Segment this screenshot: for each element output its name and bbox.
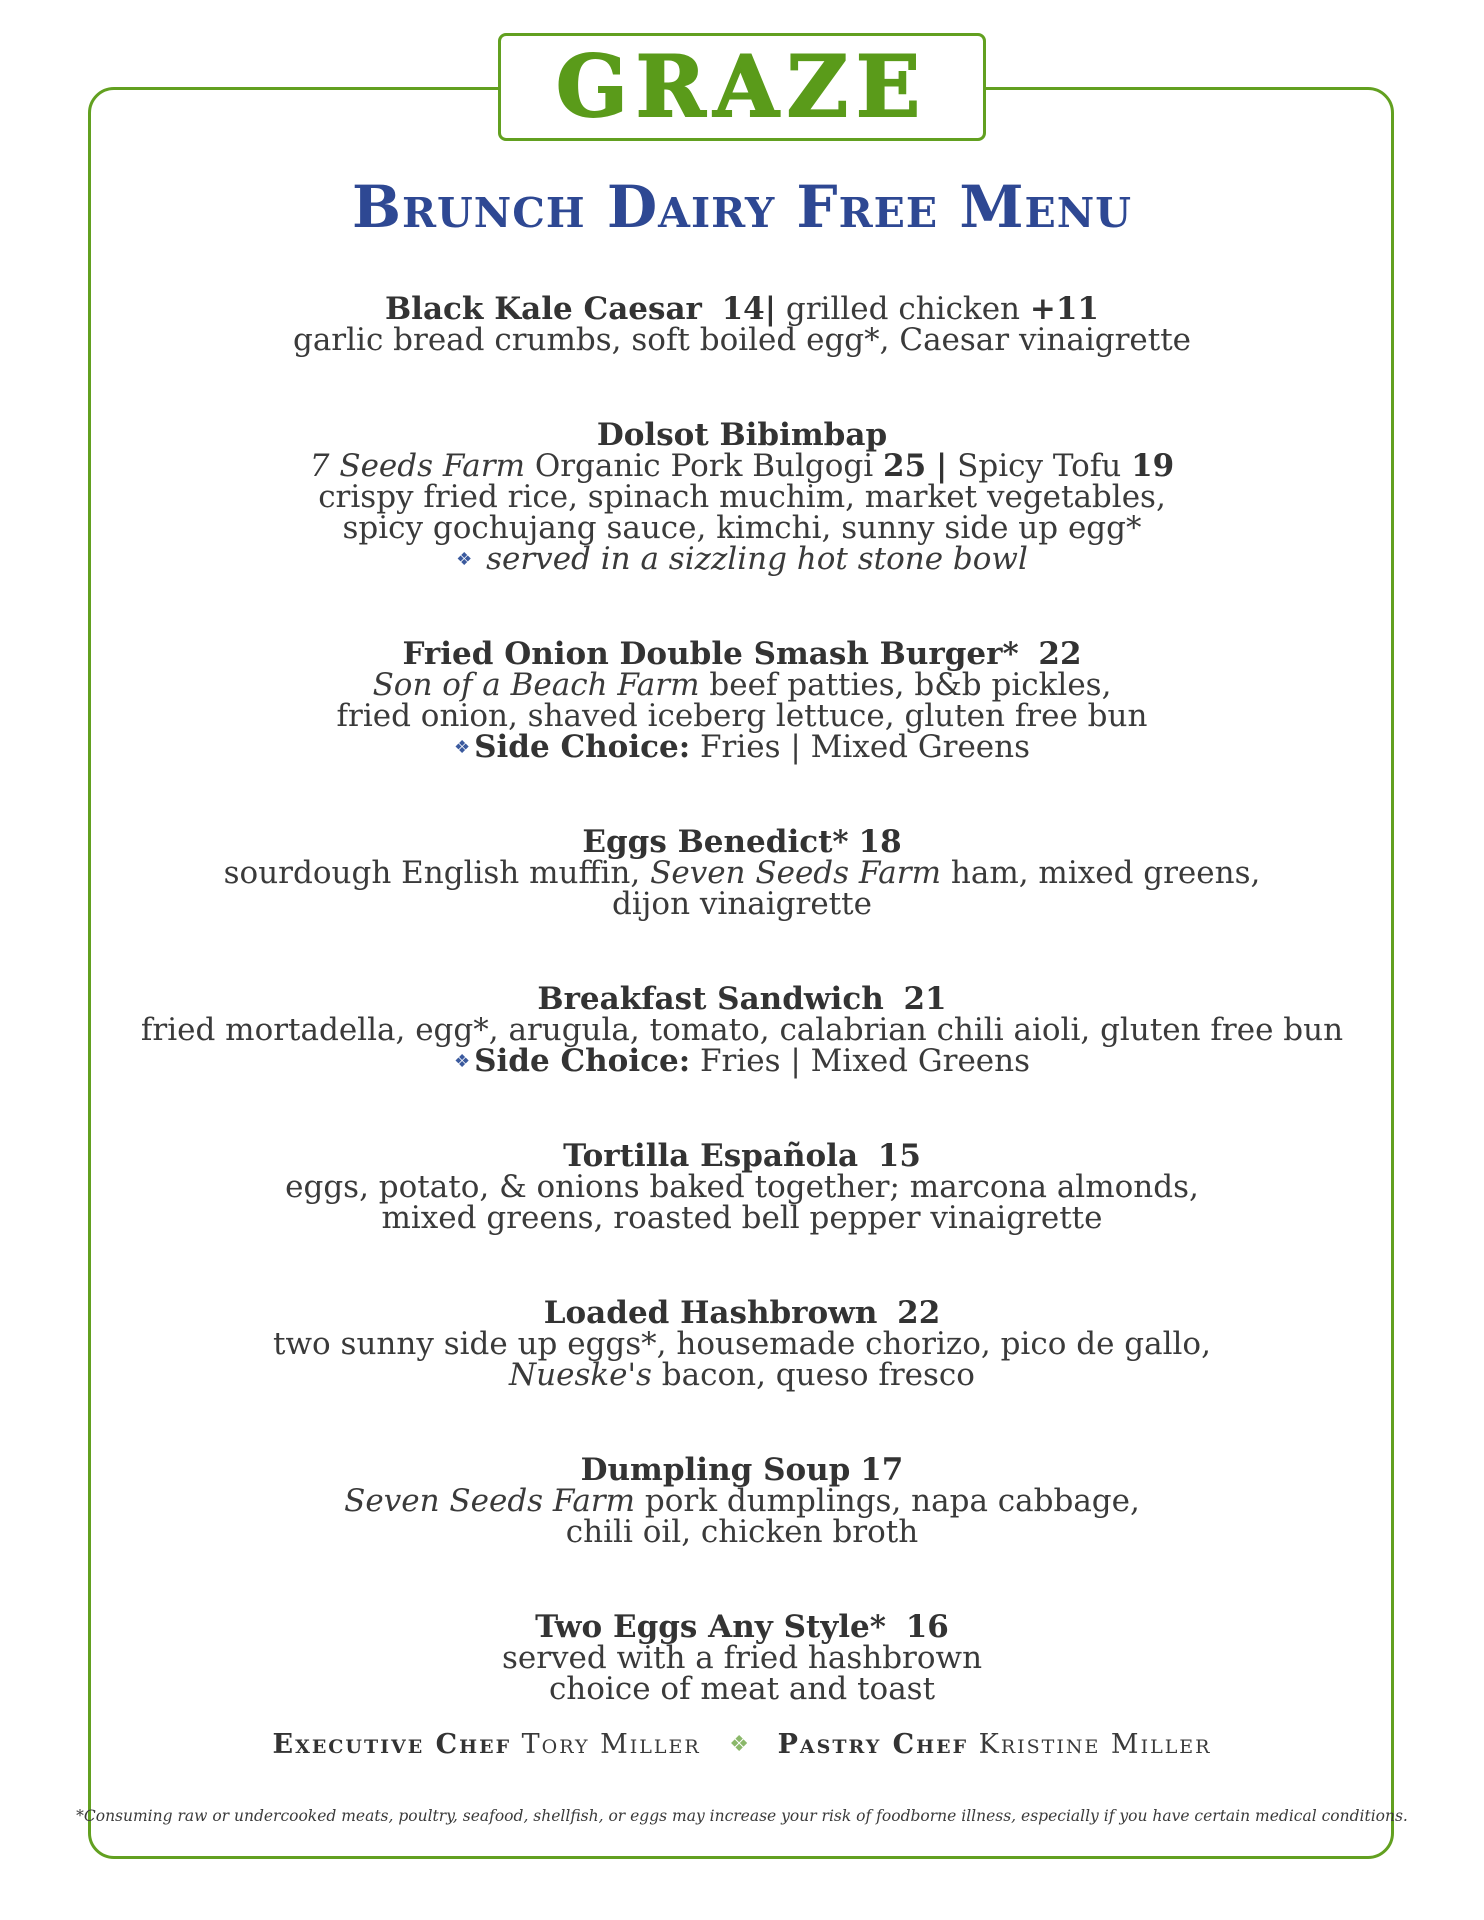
- item-price: 17: [860, 1452, 904, 1488]
- item-option-1: Organic Pork Bulgogi: [534, 448, 874, 484]
- item-price: 22: [1038, 636, 1082, 672]
- item-name: Dumpling Soup: [580, 1452, 851, 1488]
- logo-box: [498, 33, 986, 141]
- side-choice-label: Side Choice:: [474, 1043, 691, 1079]
- item-description: dijon vinaigrette: [612, 886, 872, 922]
- side-choice-label: Side Choice:: [474, 729, 691, 765]
- menu-item-loaded-hashbrown: [0, 1295, 1484, 1393]
- menu-item-tortilla-espanola: [0, 1138, 1484, 1236]
- pastry-chef-title: Pastry Chef: [777, 1729, 969, 1760]
- item-heading: [0, 981, 1484, 1017]
- item-farm: Seven Seeds Farm: [650, 855, 942, 891]
- item-heading: [0, 1138, 1484, 1174]
- item-farm: Son of a Beach Farm: [372, 667, 700, 703]
- item-side-choice: [0, 1043, 1484, 1079]
- menu-item-dolsot-bibimbap: [0, 417, 1484, 577]
- item-price: 18: [858, 824, 902, 860]
- item-farm: Seven Seeds Farm: [344, 1483, 636, 1519]
- item-description: [0, 855, 1484, 891]
- item-name: Loaded Hashbrown: [543, 1295, 878, 1331]
- item-description-text: beef patties, b&b pickles,: [709, 667, 1112, 703]
- item-side-choice: [0, 729, 1484, 765]
- item-brand: Nueske's: [509, 1357, 652, 1393]
- menu-item-eggs-benedict: [0, 824, 1484, 922]
- item-description: eggs, potato, & onions baked together; marcona almonds,: [285, 1169, 1199, 1205]
- diamond-icon: ❖: [456, 549, 473, 570]
- item-price: 22: [897, 1295, 941, 1331]
- menu-item-two-eggs: [0, 1609, 1484, 1707]
- item-option-2-price: 19: [1131, 448, 1175, 484]
- item-addon: grilled chicken: [785, 291, 1021, 327]
- item-heading: [0, 824, 1484, 860]
- item-heading: [0, 1295, 1484, 1331]
- exec-chef-title: Executive Chef: [272, 1729, 512, 1760]
- ornament-icon: ❖: [729, 1732, 749, 1757]
- menu-item-dumpling-soup: [0, 1452, 1484, 1550]
- item-heading: [0, 291, 1484, 327]
- logo: GRAZE: [555, 37, 929, 136]
- item-description: garlic bread crumbs, soft boiled egg*, Caesar vinaigrette: [292, 322, 1192, 358]
- item-note-text: served in a sizzling hot stone bowl: [486, 541, 1028, 577]
- item-name: Fried Onion Double Smash Burger*: [402, 636, 1019, 672]
- item-description: [0, 667, 1484, 703]
- item-description: [0, 1483, 1484, 1519]
- side-choice-options: Fries | Mixed Greens: [700, 729, 1031, 765]
- item-description: spicy gochujang sauce, kimchi, sunny side up egg*: [342, 510, 1142, 546]
- menu-item-breakfast-sandwich: [0, 981, 1484, 1079]
- item-name: Two Eggs Any Style*: [535, 1609, 886, 1645]
- item-farm: 7 Seeds Farm: [309, 448, 525, 484]
- item-price: 16: [905, 1609, 949, 1645]
- chef-credits: [0, 1729, 1484, 1760]
- item-heading: [0, 1609, 1484, 1645]
- item-name: Dolsot Bibimbap: [596, 417, 888, 453]
- item-heading: [0, 636, 1484, 672]
- item-name: Breakfast Sandwich: [537, 981, 884, 1017]
- item-name: Tortilla Española: [563, 1138, 859, 1174]
- pastry-chef-name: Kristine Miller: [978, 1729, 1212, 1760]
- food-safety-disclaimer: *Consuming raw or undercooked meats, poultry, seafood, shellfish, or eggs may increase your risk of foodborne illness, especially if you have certain medical conditions.: [76, 1807, 1408, 1825]
- menu-item-smash-burger: [0, 636, 1484, 765]
- item-description-text: ham, mixed greens,: [950, 855, 1261, 891]
- item-price: 15: [877, 1138, 921, 1174]
- item-heading: [0, 1452, 1484, 1488]
- item-price: 21: [903, 981, 947, 1017]
- item-description: fried onion, shaved iceberg lettuce, gluten free bun: [336, 698, 1148, 734]
- item-option-1-price: 25: [883, 448, 927, 484]
- item-options: [0, 448, 1484, 484]
- exec-chef-name: Tory Miller: [521, 1729, 701, 1760]
- diamond-icon: ❖: [453, 1051, 471, 1072]
- item-description: choice of meat and toast: [548, 1671, 936, 1707]
- item-description-text: bacon, queso fresco: [661, 1357, 975, 1393]
- menu-list: [0, 291, 1484, 1769]
- diamond-icon: ❖: [453, 737, 471, 758]
- item-description: two sunny side up eggs*, housemade chorizo, pico de gallo,: [273, 1326, 1211, 1362]
- item-description-text: pork dumplings, napa cabbage,: [644, 1483, 1140, 1519]
- item-description: [0, 1357, 1484, 1393]
- item-description: fried mortadella, egg*, arugula, tomato, calabrian chili aioli, gluten free bun: [140, 1012, 1344, 1048]
- item-description: crispy fried rice, spinach muchim, market vegetables,: [318, 479, 1166, 515]
- item-note: [0, 541, 1484, 577]
- item-name: Black Kale Caesar: [384, 291, 702, 327]
- item-option-2: Spicy Tofu: [957, 448, 1122, 484]
- item-price: 14|: [721, 291, 777, 327]
- item-description-text: sourdough English muffin,: [223, 855, 641, 891]
- side-choice-options: Fries | Mixed Greens: [700, 1043, 1031, 1079]
- page-title: Brunch Dairy Free Menu: [351, 173, 1133, 241]
- item-name: Eggs Benedict*: [582, 824, 849, 860]
- menu-item-black-kale-caesar: [0, 291, 1484, 358]
- item-description: served with a fried hashbrown: [501, 1640, 983, 1676]
- item-addon-price: +11: [1029, 291, 1100, 327]
- item-separator: |: [936, 448, 948, 484]
- item-description: mixed greens, roasted bell pepper vinaigrette: [381, 1200, 1103, 1236]
- item-description: chili oil, chicken broth: [565, 1514, 919, 1550]
